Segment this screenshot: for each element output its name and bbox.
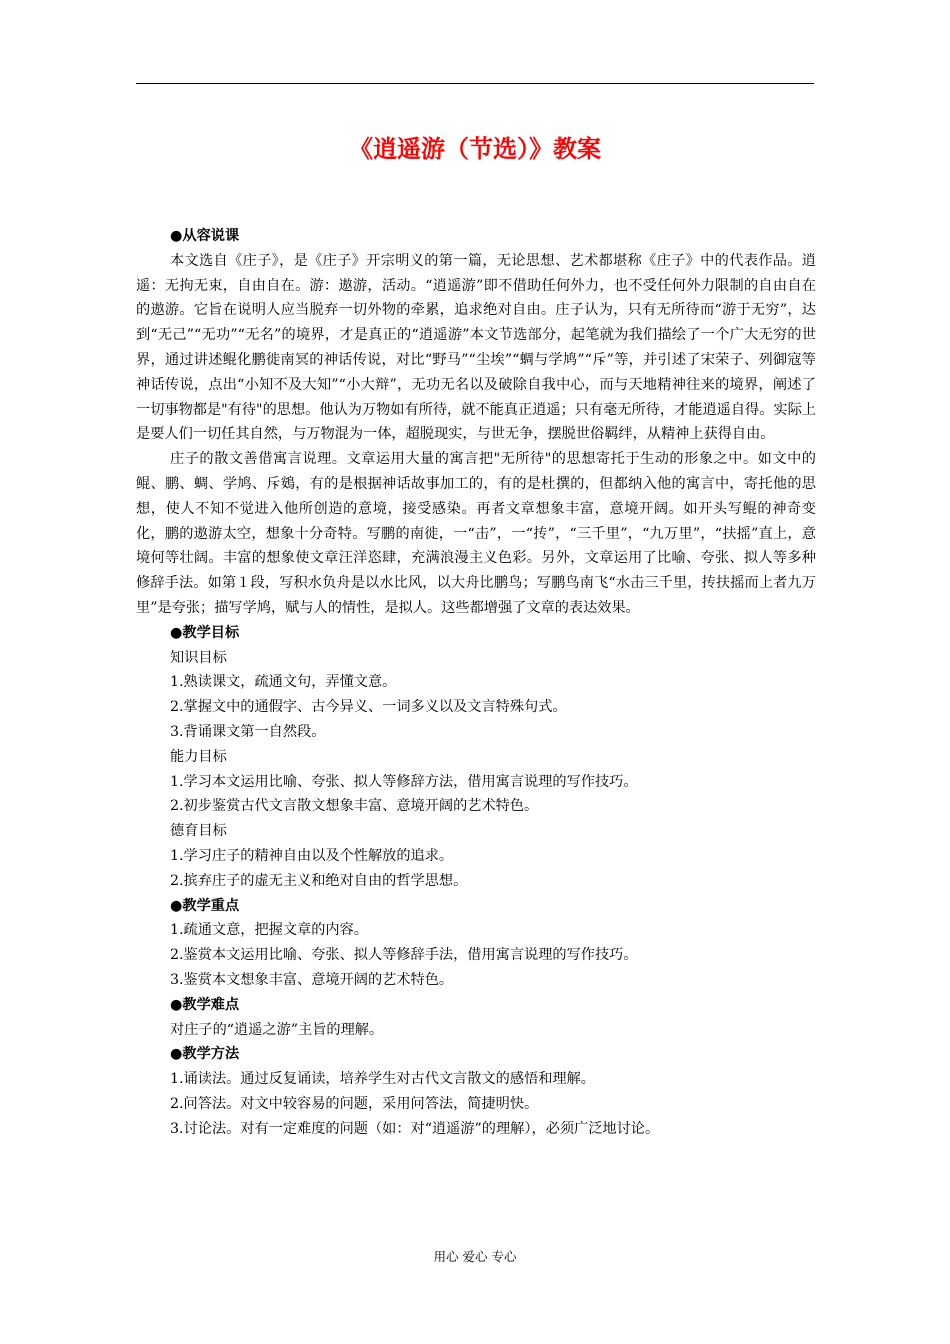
list-item: 2.问答法。对文中较容易的问题，采用问答法，简捷明快。 bbox=[170, 1095, 539, 1112]
list-item: 2.掌握文中的通假字、古今异义、一词多义以及文言特殊句式。 bbox=[170, 699, 567, 716]
subheading-ability-goals: 能力目标 bbox=[170, 748, 227, 765]
list-item: 1.熟读课文，疏通文句，弄懂文意。 bbox=[170, 674, 397, 691]
difficulty-text: 对庄子的“逍遥之游”主旨的理解。 bbox=[170, 1021, 384, 1038]
list-item: 1.学习庄子的精神自由以及个性解放的追求。 bbox=[170, 847, 454, 864]
list-item: 1.诵读法。通过反复诵读，培养学生对古代文言散文的感悟和理解。 bbox=[170, 1071, 595, 1088]
subheading-moral-goals: 德育目标 bbox=[170, 823, 227, 840]
list-item: 1.学习本文运用比喻、夸张、拟人等修辞方法，借用寓言说理的写作技巧。 bbox=[170, 773, 638, 790]
list-item: 3.鉴赏本文想象丰富、意境开阔的艺术特色。 bbox=[170, 971, 454, 988]
paragraph-prose-style: 庄子的散文善借寓言说理。文章运用大量的寓言把"无所待"的思想寄托于生动的形象之中。如文中的鲲、鹏、蜩、学鸠、斥鴳，有的是根据神话故事加工的，有的是杜撰的，但都纳入他的寓言中，寄托他的思想，使人不知不觉进入他所创造的意境，接受感染。再者文章想象丰富，意境开阔。如开头写鲲的神奇变化，鹏的遨游太空，想象十分奇特。写鹏的南徙，一“击”，一“抟”，“三千里”，“九万里”，“扶摇”直上，意境何等壮阔。丰富的想象使文章汪洋恣肆，充满浪漫主义色彩。另外，文章运用了比喻、夸张、拟人等多种修辞手法。如第１段，写积水负舟是以水比风，以大舟比鹏鸟；写鹏鸟南飞“水击三千里，抟扶摇而上者九万里”是夸张；描写学鸠，赋与人的情性，是拟人。这些都增强了文章的表达效果。 bbox=[136, 451, 816, 616]
document-body bbox=[136, 224, 816, 1141]
list-item: 3.背诵课文第一自然段。 bbox=[170, 723, 326, 740]
page-footer: 用心 爱心 专心 bbox=[433, 1249, 517, 1264]
list-item: 1.疏通文意，把握文章的内容。 bbox=[170, 922, 368, 939]
list-item: 2.初步鉴赏古代文言散文想象丰富、意境开阔的艺术特色。 bbox=[170, 798, 539, 815]
header-rule bbox=[136, 83, 814, 84]
section-heading-difficulties: ●教学难点 bbox=[170, 996, 240, 1013]
section-heading-goals: ●教学目标 bbox=[170, 624, 240, 641]
list-item: 2.鉴赏本文运用比喻、夸张、拟人等修辞手法，借用寓言说理的写作技巧。 bbox=[170, 947, 638, 964]
subheading-knowledge-goals: 知识目标 bbox=[170, 649, 227, 666]
list-item: 3.讨论法。对有一定难度的问题（如：对“逍遥游”的理解），必须广泛地讨论。 bbox=[170, 1120, 660, 1137]
list-item: 2.摈弃庄子的虚无主义和绝对自由的哲学思想。 bbox=[170, 872, 468, 889]
section-heading-key-points: ●教学重点 bbox=[170, 897, 240, 914]
paragraph-intro: 本文选自《庄子》，是《庄子》开宗明义的第一篇，无论思想、艺术都堪称《庄子》中的代表作品。逍遥：无拘无束，自由自在。游：遨游，活动。“逍遥游”即不借助任何外力，也不受任何外力限制的自由自在的遨游。它旨在说明人应当脱弃一切外物的牵累，追求绝对自由。庄子认为，只有无所待而“游于无穷”，达到“无己”“无功”“无名”的境界，才是真正的“逍遥游”本文节选部分，起笔就为我们描绘了一个广大无穷的世界，通过讲述鲲化鹏徙南冥的神话传说，对比“野马”“尘埃”“蜩与学鸠”“斥”等，并引述了宋荣子、列御寇等神话传说，点出“小知不及大知”“小大辩”，无功无名以及破除自我中心，而与天地精神往来的境界，阐述了一切事物都是"有待"的思想。他认为万物如有所待，就不能真正逍遥；只有毫无所待，才能逍遥自得。实际上是要人们一切任其自然，与万物混为一体，超脱现实，与世无争，摆脱世俗羁绊，从精神上获得自由。 bbox=[136, 252, 816, 443]
document-title: 《逍遥游（节选）》教案 bbox=[349, 135, 601, 163]
section-heading-methods: ●教学方法 bbox=[170, 1046, 240, 1063]
section-heading-congrong: ●从容说课 bbox=[170, 228, 240, 244]
